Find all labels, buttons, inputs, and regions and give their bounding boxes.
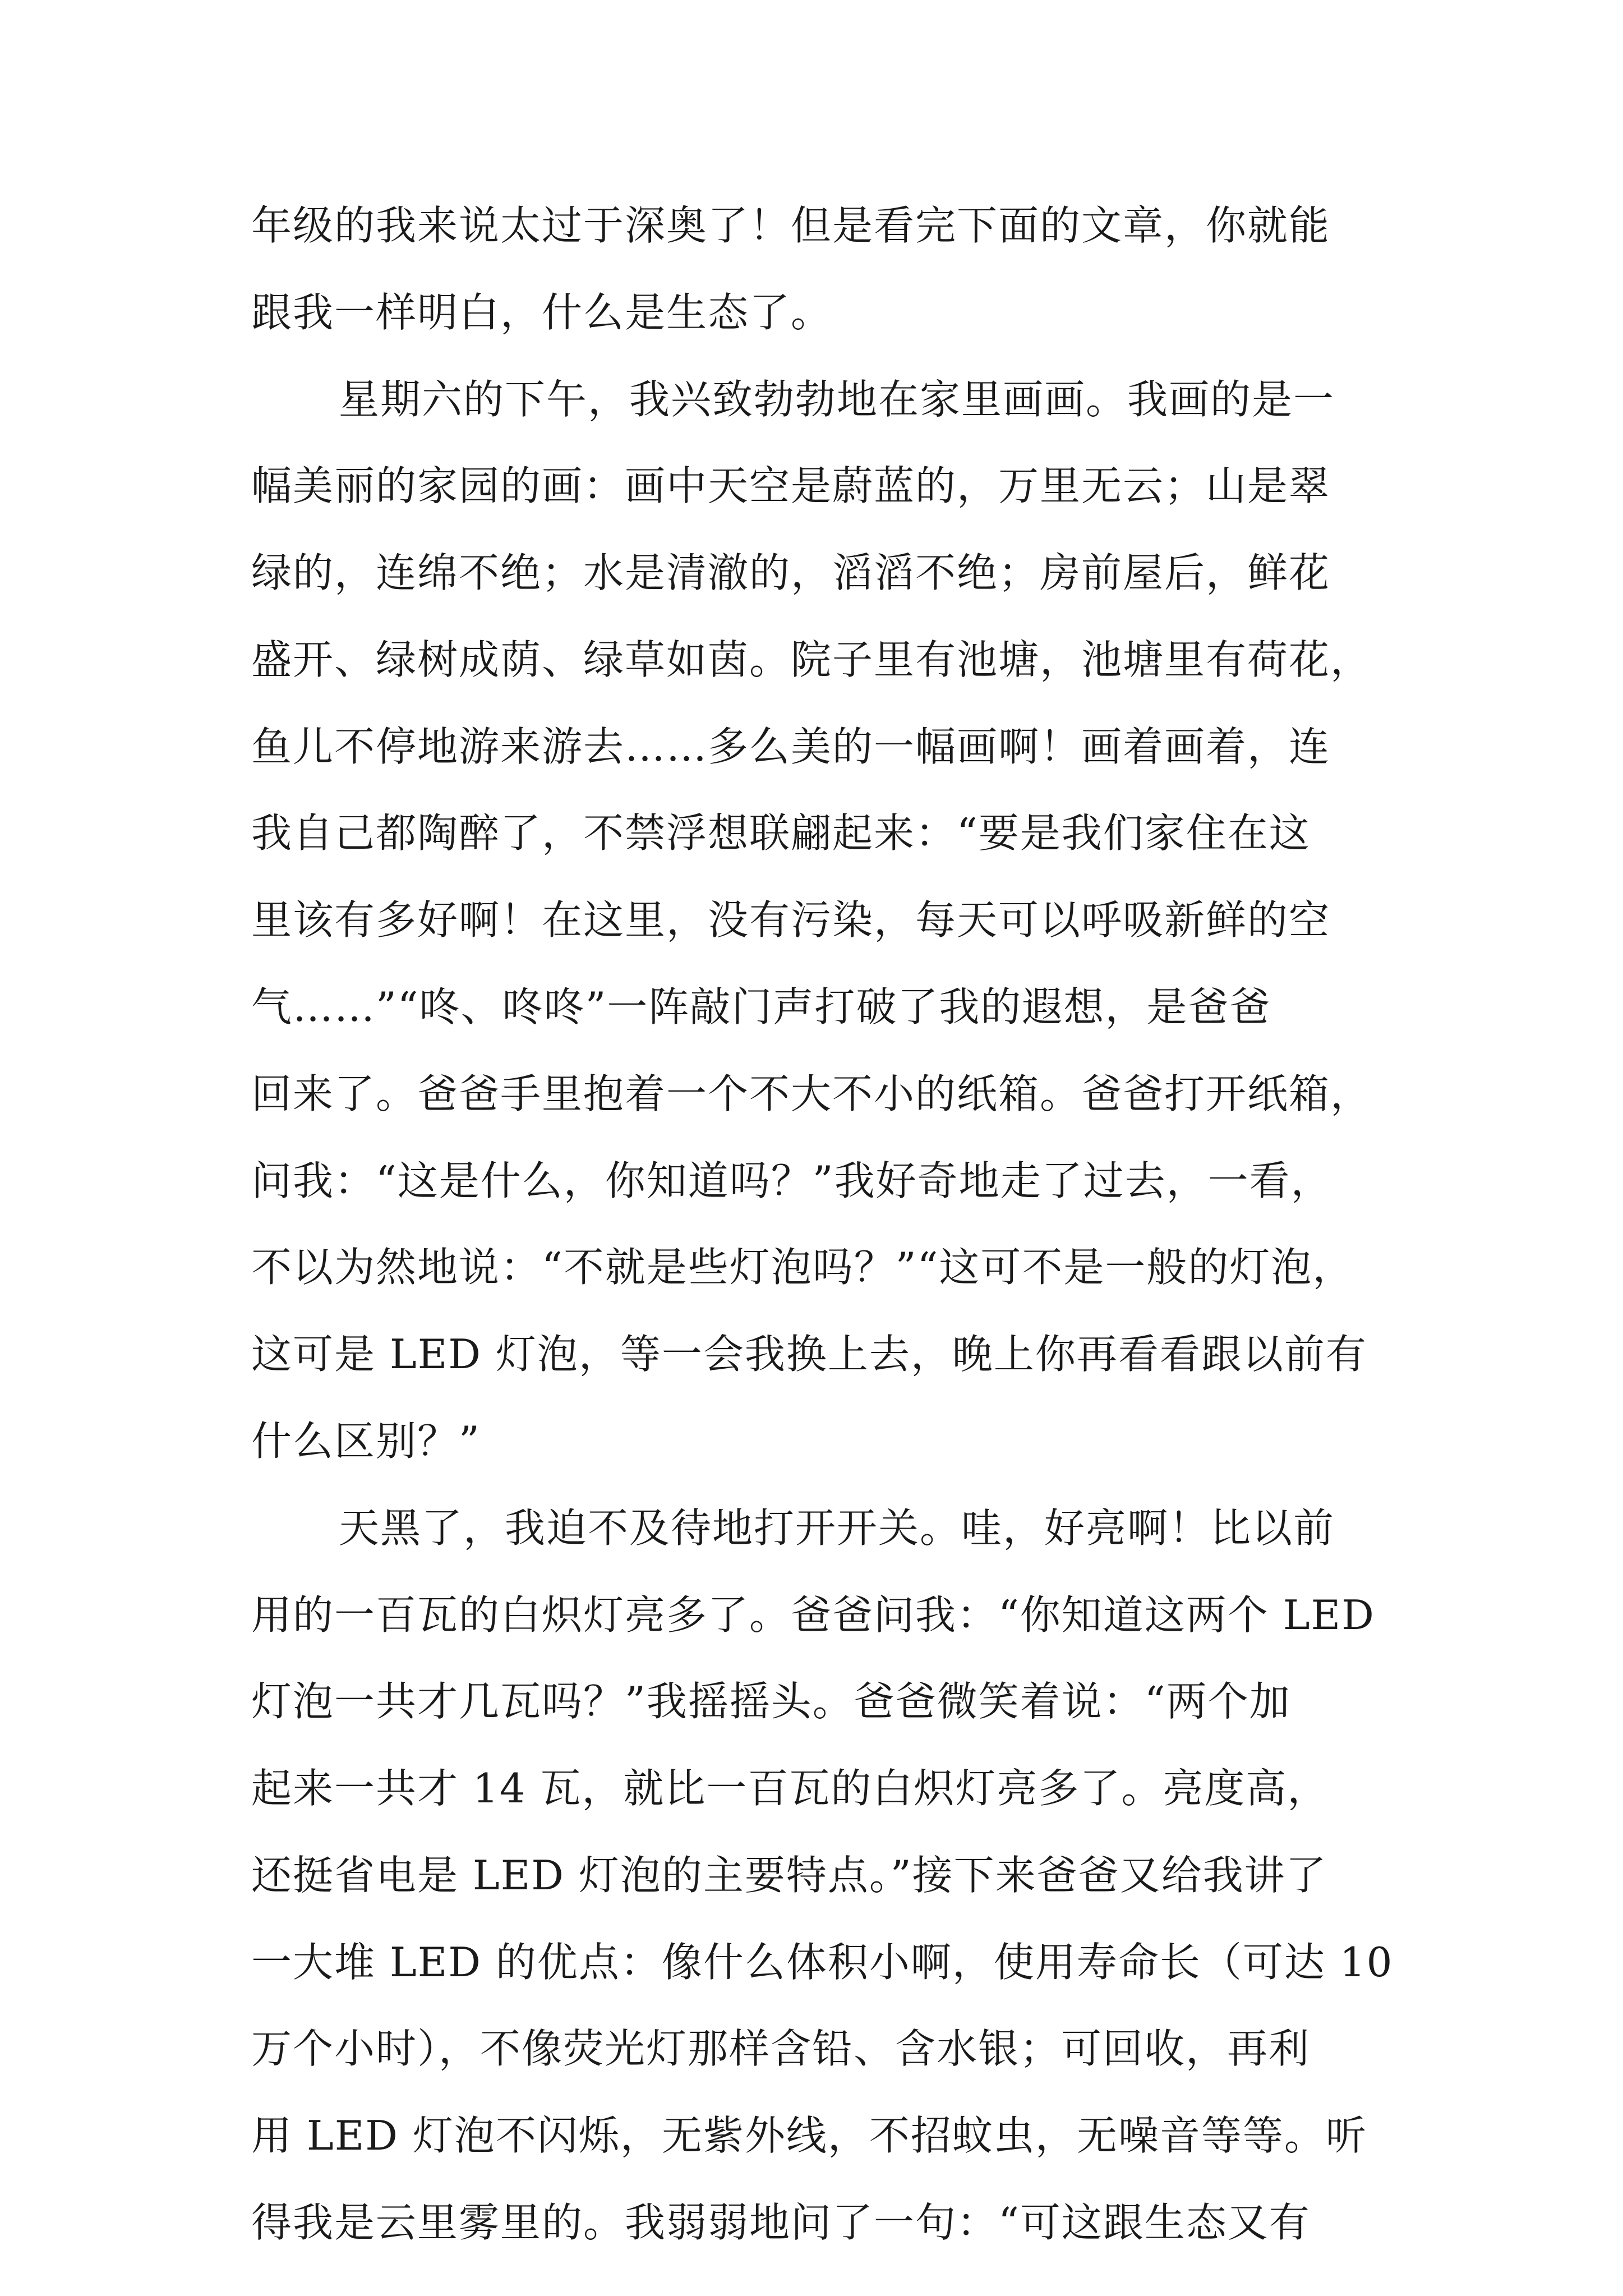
text-line: 我自己都陶醉了，不禁浮想联翩起来：“要是我们家住在这 [251,809,1311,857]
text-line: 鱼儿不停地游来游去……多么美的一幅画啊！画着画着，连 [251,723,1331,770]
text-line: 幅美丽的家园的画：画中天空是蔚蓝的，万里无云；山是翠 [251,462,1331,509]
text-line: 问我：“这是什么，你知道吗？”我好奇地走了过去，一看， [251,1157,1332,1204]
text-line: 用的一百瓦的白炽灯亮多了。爸爸问我：“你知道这两个 LED [251,1591,1375,1639]
text-line: 灯泡一共才几瓦吗？”我摇摇头。爸爸微笑着说：“两个加 [251,1678,1291,1725]
text-line: 起来一共才 14 瓦，就比一百瓦的白炽灯亮多了。亮度高， [251,1765,1329,1812]
text-line: 回来了。爸爸手里抱着一个不大不小的纸箱。爸爸打开纸箱， [251,1070,1372,1117]
text-line: 盛开、绿树成荫、绿草如茵。院子里有池塘，池塘里有荷花， [251,636,1372,683]
text-line: 这可是 LED 灯泡，等一会我换上去，晚上你再看看跟以前有 [251,1331,1367,1378]
text-line: 跟我一样明白，什么是生态了。 [251,289,833,336]
paragraph-start-line: 天黑了，我迫不及待地打开开关。哇，好亮啊！比以前 [339,1504,1335,1552]
text-line: 一大堆 LED 的优点：像什么体积小啊，使用寿命长（可达 10 [251,1939,1394,1986]
text-line: 还挺省电是 LED 灯泡的主要特点。”接下来爸爸又给我讲了 [251,1852,1327,1899]
text-line: 用 LED 灯泡不闪烁，无紫外线，不招蚊虫，无噪音等等。听 [251,2112,1367,2159]
text-line: 什么区别？” [251,1418,481,1465]
paragraph-start-line: 星期六的下午，我兴致勃勃地在家里画画。我画的是一 [339,376,1335,423]
text-line: 得我是云里雾里的。我弱弱地问了一句：“可这跟生态又有 [251,2199,1311,2246]
text-line: 万个小时），不像荧光灯那样含铅、含水银；可回收，再利 [251,2025,1311,2072]
text-line: 里该有多好啊！在这里，没有污染，每天可以呼吸新鲜的空 [251,896,1331,944]
text-line: 气……”“咚、咚咚”一阵敲门声打破了我的遐想，是爸爸 [251,983,1271,1030]
text-line: 绿的，连绵不绝；水是清澈的，滔滔不绝；房前屋后，鲜花 [251,549,1331,596]
text-line: 不以为然地说：“不就是些灯泡吗？”“这可不是一般的灯泡， [251,1244,1354,1291]
text-line: 年级的我来说太过于深奥了！但是看完下面的文章，你就能 [251,202,1331,249]
